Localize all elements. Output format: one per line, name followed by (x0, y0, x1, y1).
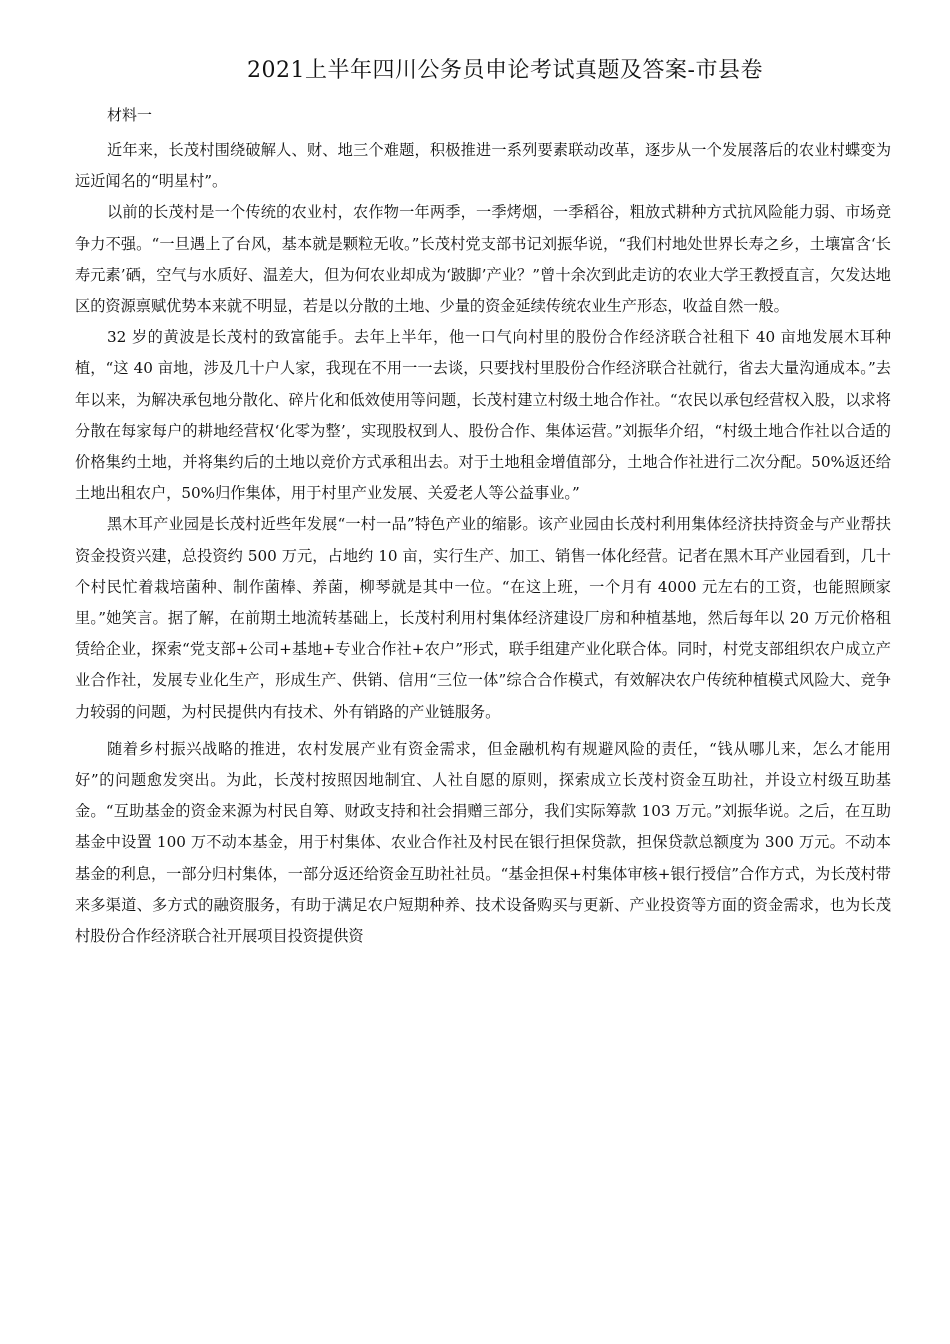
paragraph: 以前的长茂村是一个传统的农业村，农作物一年两季，一季烤烟，一季稻谷，粗放式耕种方式抗风险能力弱、市场竞争力不强。“一旦遇上了台风，基本就是颗粒无收。”长茂村党支部书记刘振华说，“我们村地处世界长寿之乡，土壤富含‘长寿元素’硒，空气与水质好、温差大，但为何农业却成为‘跛脚’产业？”曾十余次到此走访的农业大学王教授直言，欠发达地区的资源禀赋优势本来就不明显，若是以分散的土地、少量的资金延续传统农业生产形态，收益自然一般。 (75, 203, 891, 316)
section-label: 材料一 (107, 106, 153, 124)
paragraph: 黑木耳产业园是长茂村近些年发展“一村一品”特色产业的缩影。该产业园由长茂村利用集体经济扶持资金与产业帮扶资金投资兴建，总投资约 500 万元，占地约 10 亩，实行生产、加工、销售一体化经营。记者在黑木耳产业园看到，几十个村民忙着栽培菌种、制作菌棒、养菌，柳琴就是其中一位。“在这上班，一个月有 4000 元左右的工资，也能照顾家里。”她笑言。据了解，在前期土地流转基础上，长茂村利用村集体经济建设厂房和种植基地，然后每年以 20 万元价格租赁给企业，探索“党支部+公司+基地+专业合作社+农户”形式，联手组建产业化联合体。同时，村党支部组织农户成立产业合作社，发展专业化生产，形成生产、供销、信用“三位一体”综合合作模式，有效解决农户传统种植模式风险大、竞争力较弱的问题，为村民提供内有技术、外有销路的产业链服务。 (75, 515, 891, 721)
document-title: 2021上半年四川公务员申论考试真题及答案-市县卷 (247, 58, 763, 83)
paragraph: 随着乡村振兴战略的推进，农村发展产业有资金需求，但金融机构有规避风险的责任，“钱从哪儿来，怎么才能用好”的问题愈发突出。为此，长茂村按照因地制宜、人社自愿的原则，探索成立长茂村资金互助社，并设立村级互助基金。“互助基金的资金来源为村民自筹、财政支持和社会捐赠三部分，我们实际筹款 103 万元。”刘振华说。之后，在互助基金中设置 100 万不动本基金，用于村集体、农业合作社及村民在银行担保贷款，担保贷款总额度为 300 万元。不动本基金的利息，一部分归村集体，一部分返还给资金互助社社员。“基金担保+村集体审核+银行授信”合作方式，为长茂村带来多渠道、多方式的融资服务，有助于满足农户短期种养、技术设备购买与更新、产业投资等方面的资金需求，也为长茂村股份合作经济联合社开展项目投资提供资 (75, 739, 891, 946)
paragraph: 近年来，长茂村围绕破解人、财、地三个难题，积极推进一系列要素联动改革，逐步从一个发展落后的农业村蝶变为远近闻名的“明星村”。 (75, 141, 891, 191)
document-body (75, 135, 891, 952)
paragraph: 32 岁的黄波是长茂村的致富能手。去年上半年，他一口气向村里的股份合作经济联合社租下 40 亩地发展木耳种植，“这 40 亩地，涉及几十户人家，我现在不用一一去谈，只要找村里股份合作经济联合社就行，省去大量沟通成本。”去年以来，为解决承包地分散化、碎片化和低效使用等问题，长茂村建立村级土地合作社。“农民以承包经营权入股，以求将分散在每家每户的耕地经营权‘化零为整’，实现股权到人、股份合作、集体运营。”刘振华介绍，“村级土地合作社以合适的价格集约土地，并将集约后的土地以竞价方式承租出去。对于土地租金增值部分，土地合作社进行二次分配。50%返还给土地出租农户，50%归作集体，用于村里产业发展、关爱老人等公益事业。” (75, 328, 891, 503)
